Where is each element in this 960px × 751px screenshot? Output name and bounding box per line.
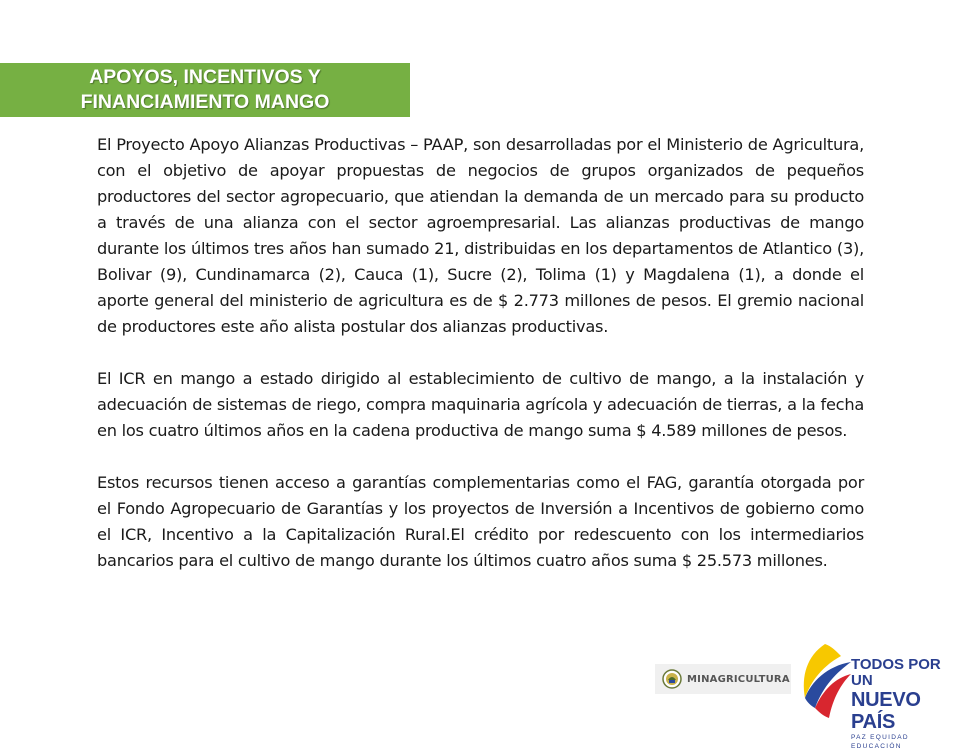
paragraph-icr: El ICR en mango a estado dirigido al establecimiento de cultivo de mango, a la instalación y adecuación de sistemas de riego, compra maquinaria agrícola y adecuación de tierras, a la fecha en los cuatro últimos años en la cadena productiva de mango suma $ 4.589 millones de pesos. [97, 369, 864, 440]
page-title-line-2: FINANCIAMIENTO MANGO [80, 91, 330, 113]
page-title [81, 65, 330, 115]
ministry-logo [655, 664, 791, 694]
footer-logos [655, 640, 960, 750]
slogan-line-3: PAZ EQUIDAD EDUCACIÓN [851, 734, 909, 750]
tricolor-swoosh-icon [797, 642, 853, 720]
page-title-line-1: APOYOS, INCENTIVOS Y [89, 66, 321, 88]
government-slogan [851, 657, 960, 751]
title-banner [0, 63, 410, 117]
ministry-label: MINAGRICULTURA [687, 673, 790, 685]
paragraph-paap: El Proyecto Apoyo Alianzas Productivas – PAAP, son desarrolladas por el Ministerio de Agricultura, con el objetivo de apoyar propuestas de negocios de grupos organizados de pequeños productores del sector agropecuario, que atiendan la demanda de un mercado para su producto a través de una alianza con el sector agroempresarial. Las alianzas productivas de mango durante los últimos tres años han sumado 21, distribuidas en los departamentos de Atlantico (3), Bolivar (9), Cundinamarca (2), Cauca (1), Sucre (2), Tolima (1) y Magdalena (1), a donde el aporte general del ministerio de agricultura es de $ 2.773 millones de pesos. El gremio nacional de productores este año alista postular dos alianzas productivas. [97, 135, 864, 336]
paragraph-credit: Estos recursos tienen acceso a garantías complementarias como el FAG, garantía otorgada por el Fondo Agropecuario de Garantías y los proyectos de Inversión a Incentivos de gobierno como el ICR, Incentivo a la Capitalización Rural.El crédito por redescuento con los intermediarios bancarios para el cultivo de mango durante los últimos cuatro años suma $ 25.573 millones. [97, 473, 864, 570]
slogan-line-2: NUEVO PAÍS [851, 689, 921, 733]
body-text [97, 132, 864, 600]
seal-icon [662, 669, 682, 689]
slogan-line-1: TODOS POR UN [851, 656, 941, 689]
